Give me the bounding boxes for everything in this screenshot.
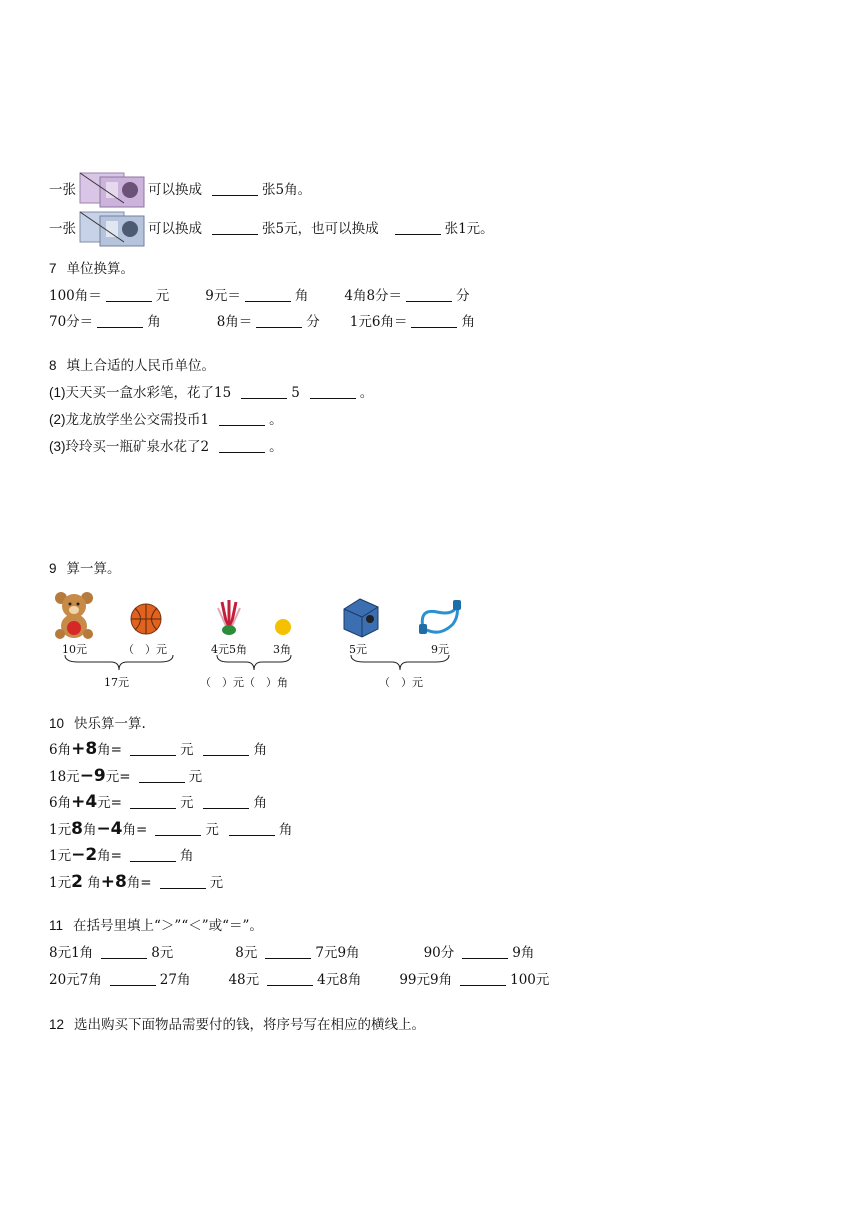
- banknote-5-yuan-icon: [78, 172, 146, 208]
- brace: [216, 654, 292, 672]
- answer-blank[interactable]: [395, 220, 441, 235]
- answer-blank[interactable]: [106, 287, 152, 302]
- q11-row-1: 8元1角 8元 8元 7元9角 90分 9角: [49, 945, 535, 961]
- q11-heading: 11 在括号里填上“＞”“＜”或“＝”。: [49, 918, 263, 934]
- q10-row-4: 1元8角−4角= 元 角: [49, 819, 293, 839]
- jump-rope-icon: [415, 598, 463, 638]
- shuttlecock-icon: [212, 598, 246, 640]
- q9-heading: 9 算一算。: [49, 561, 121, 577]
- brace: [350, 654, 450, 672]
- answer-blank[interactable]: [310, 384, 356, 399]
- q7-row-1: 100角＝ 元 9元＝ 角 4角8分＝ 分: [49, 288, 470, 304]
- brace: [64, 654, 174, 672]
- answer-blank[interactable]: [203, 741, 249, 756]
- answer-blank[interactable]: [101, 944, 147, 959]
- answer-blank[interactable]: [212, 181, 258, 196]
- basketball-icon: [128, 602, 164, 636]
- answer-blank[interactable]: [256, 313, 302, 328]
- q10-row-6: 1元2 角+8角= 元: [49, 872, 224, 892]
- q8-item-3: (3)玲玲买一瓶矿泉水花了2 。: [49, 439, 283, 455]
- answer-blank[interactable]: [460, 971, 506, 986]
- answer-blank[interactable]: [406, 287, 452, 302]
- answer-blank[interactable]: [241, 384, 287, 399]
- q5-row-2: 一张 可以换成 张5元，也可以换成 张1元。: [49, 211, 494, 247]
- answer-blank[interactable]: [203, 794, 249, 809]
- q8-item-2: (2)龙龙放学坐公交需投币1 。: [49, 412, 283, 428]
- pencil-sharpener-icon: [340, 595, 382, 639]
- answer-blank[interactable]: [462, 944, 508, 959]
- q10-row-2: 18元−9元= 元: [49, 766, 203, 786]
- q7-row-2: 70分＝ 角 8角＝ 分 1元6角＝ 角: [49, 314, 475, 330]
- q10-heading: 10 快乐算一算.: [49, 716, 146, 732]
- answer-blank[interactable]: [155, 821, 201, 836]
- answer-blank[interactable]: [219, 411, 265, 426]
- q10-row-3: 6角+4元= 元 角: [49, 792, 267, 812]
- answer-blank[interactable]: [229, 821, 275, 836]
- answer-blank[interactable]: [411, 313, 457, 328]
- answer-blank[interactable]: [267, 971, 313, 986]
- answer-blank[interactable]: [212, 220, 258, 235]
- q12-heading: 12 选出购买下面物品需要付的钱，将序号写在相应的横线上。: [49, 1017, 426, 1033]
- answer-blank[interactable]: [139, 768, 185, 783]
- answer-blank[interactable]: [130, 794, 176, 809]
- q11-row-2: 20元7角 27角 48元 4元8角 99元9角 100元: [49, 972, 550, 988]
- q5-row-1: 一张 可以换成 张5角。: [49, 172, 311, 208]
- answer-blank[interactable]: [245, 287, 291, 302]
- q10-row-1: 6角+8角= 元 角: [49, 739, 267, 759]
- banknote-10-yuan-icon: [78, 211, 146, 247]
- q8-heading: 8 填上合适的人民币单位。: [49, 358, 216, 374]
- answer-blank[interactable]: [110, 971, 156, 986]
- answer-blank[interactable]: [219, 438, 265, 453]
- answer-blank[interactable]: [130, 847, 176, 862]
- answer-blank[interactable]: [130, 741, 176, 756]
- q8-item-1: (1)天天买一盒水彩笔，花了15 5 。: [49, 385, 374, 401]
- answer-blank[interactable]: [160, 874, 206, 889]
- answer-blank[interactable]: [97, 313, 143, 328]
- teddy-bear-icon: [52, 590, 96, 640]
- q10-row-5: 1元−2角= 角: [49, 845, 194, 865]
- answer-blank[interactable]: [265, 944, 311, 959]
- ball-icon: [273, 617, 293, 637]
- q7-heading: 7 单位换算。: [49, 261, 135, 277]
